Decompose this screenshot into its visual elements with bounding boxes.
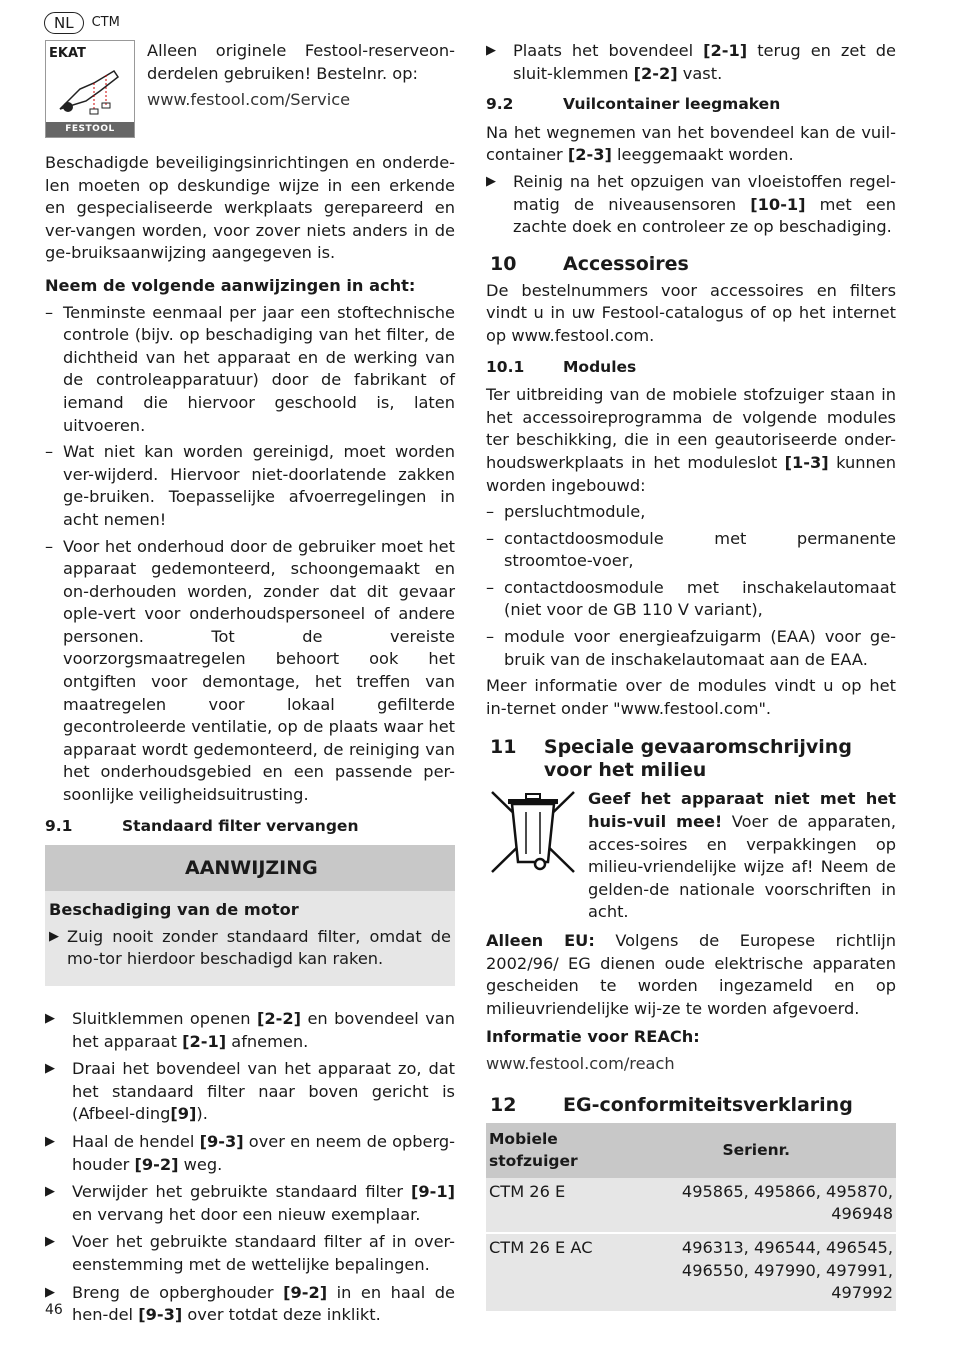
sensor-step bbox=[486, 171, 896, 239]
modules-more-paragraph: Meer informatie over de modules vindt u op het in-ternet onder "www.festool.com". bbox=[486, 676, 896, 718]
accessories-paragraph: De bestelnummers voor accessoires en filters vindt u in uw Festool-catalogus of op het internet op www.festool.com. bbox=[486, 280, 896, 345]
ekat-logo bbox=[45, 40, 135, 138]
notice-list bbox=[45, 302, 455, 807]
language-badge: NL bbox=[44, 12, 84, 34]
filter-steps bbox=[45, 1008, 455, 1327]
crossed-bin-icon bbox=[486, 788, 580, 878]
modules-list bbox=[486, 501, 896, 671]
list-item: – Voor het onderhoud door de gebruiker moet het apparaat gedemonteerd, schoongemaakt en on-derhouden worden, zonder dat dit gevaar ople-vert voor onderhoudspersoneel of andere personen. Tot de vereiste voorzorgsmaatregelen behoort ook het ontgiften voor demontage, het treffen van maatregelen voor lokaal gefilterde gecontroleerde ventilatie, op de plaats waar het apparaat wordt gedemonteerd, de reiniging van het onderhoudsgebied en een passende per-soonlijke veiligheidsuitrusting. bbox=[45, 536, 455, 807]
list-item: – module voor energieafzuigarm (EAA) voor ge-bruik van de inschakelautomaat aan de EAA. bbox=[486, 626, 896, 671]
warning-subtitle: Beschadiging van de motor bbox=[49, 900, 299, 920]
list-item: – contactdoosmodule met inschakelautomaat (niet voor de GB 110 V variant), bbox=[486, 577, 896, 622]
spare-parts-paragraph: Alleen originele Festool-reserveon-derdelen gebruiken! Bestelnr. op: bbox=[147, 41, 455, 83]
section-11-heading bbox=[486, 736, 896, 782]
eu-paragraph: Alleen EU: Volgens de Europese richtlijn 2002/96/ EG dienen oude elektrische apparaten gescheiden te worden ingezameld en op milieuvriendelijke wij-ze te worden afgevoerd. bbox=[486, 931, 896, 1018]
warning-title: AANWIJZING bbox=[45, 845, 455, 891]
list-item: – Wat niet kan worden gereinigd, moet worden ver-wijderd. Hiervoor niet-doorlatende zakken ge-bruiken. Toepasselijke afvoerregelingen in acht nemen! bbox=[45, 441, 455, 531]
section-title: Vuilcontainer leegmaken bbox=[563, 95, 781, 114]
column-header-model: Mobiele stofzuiger bbox=[486, 1123, 616, 1178]
section-12-heading bbox=[486, 1094, 896, 1117]
list-item: ▶ Reinig na het opzuigen van vloeistoffen regel-matig de niveausensoren [10-1] met een zachte doek en controleer ze op beschadiging. bbox=[486, 171, 896, 239]
section-title: Standaard filter vervangen bbox=[122, 816, 359, 835]
table-row bbox=[486, 1178, 896, 1233]
section-title: Modules bbox=[563, 357, 637, 376]
table-cell-model: CTM 26 E AC bbox=[486, 1233, 616, 1312]
serial-table bbox=[486, 1123, 896, 1313]
list-item: – Tenminste eenmaal per jaar een stoftechnische controle (bijv. op beschadiging van het filter, de dichtheid van het apparaat en de werking van de controleapparatuur) door de fabrikant of iemand die hiervoor geschoold is, laten uitvoeren. bbox=[45, 302, 455, 438]
warning-text: ▶ Zuig nooit zonder standaard filter, omdat de mo-tor hierdoor beschadigd kan raken. bbox=[49, 926, 451, 971]
section-number: 12 bbox=[490, 1093, 517, 1116]
list-item: ▶ Sluitklemmen openen [2-2] en bovendeel van het apparaat [2-1] afnemen. bbox=[45, 1008, 455, 1053]
section-9-2-heading bbox=[486, 93, 896, 116]
section-number: 11 bbox=[490, 736, 517, 759]
reach-url[interactable]: www.festool.com/reach bbox=[486, 1053, 675, 1073]
reach-heading: Informatie voor REACh: bbox=[486, 1027, 700, 1047]
ekat-label: EKAT bbox=[49, 46, 86, 61]
section-10-heading bbox=[486, 253, 896, 276]
repair-paragraph: Beschadigde beveiligingsinrichtingen en onderde-len moeten op deskundige wijze in een erkende en gespecialiseerde werkplaats gerepareerd en ver-vangen worden, voor zover niets anders in de ge-bruiksaanwijzing aangegeven is. bbox=[45, 153, 455, 263]
column-header-serial: Serienr. bbox=[616, 1123, 896, 1178]
spare-parts-text bbox=[147, 40, 455, 138]
list-item: ▶ Voer het gebruikte standaard filter af in over-eenstemming met de wettelijke bepalingen. bbox=[45, 1231, 455, 1276]
spare-parts-box bbox=[45, 40, 455, 138]
table-cell-serial: 495865, 495866, 495870, 496948 bbox=[616, 1178, 896, 1233]
right-column bbox=[486, 40, 896, 1313]
table-row bbox=[486, 1233, 896, 1312]
section-title: Accessoires bbox=[563, 252, 689, 275]
model-label: CTM bbox=[91, 15, 120, 30]
page-header bbox=[44, 12, 120, 35]
section-title: Speciale gevaaromschrijving voor het milieu bbox=[543, 736, 852, 782]
festool-brand: FESTOOL bbox=[46, 122, 134, 137]
section-number: 9.1 bbox=[45, 816, 73, 835]
disposal-block bbox=[486, 788, 896, 928]
table-cell-model: CTM 26 E bbox=[486, 1178, 616, 1233]
section-number: 9.2 bbox=[486, 95, 514, 114]
page-number: 46 bbox=[45, 1302, 63, 1318]
container-paragraph: Na het wegnemen van het bovendeel kan de vuil-container [2-3] leeggemaakt worden. bbox=[486, 122, 896, 165]
list-item: ▶ Draai het bovendeel van het apparaat zo, dat het standaard filter naar boven gericht is (Afbeel-ding[9]). bbox=[45, 1058, 455, 1126]
list-item: – persluchtmodule, bbox=[486, 501, 896, 524]
list-item: ▶ Haal de hendel [9-3] over en neem de opberg-houder [9-2] weg. bbox=[45, 1131, 455, 1176]
modules-paragraph: Ter uitbreiding van de mobiele stofzuiger staan in het accessoireprogramma de volgende modules ter beschikking, die in een geautoriseerde onder-houdswerkplaats in het moduleslot [1-3] kunnen worden ingebouwd: bbox=[486, 385, 896, 495]
list-item: ▶ Breng de opberghouder [9-2] in en haal de hen-del [9-3] over totdat deze inklikt. bbox=[45, 1282, 455, 1327]
tool-drawing-icon bbox=[54, 61, 126, 119]
disposal-text: Geef het apparaat niet met het huis-vuil mee! Voer de apparaten, acces-soires en verpakkingen op milieu-vriendelijke wijze af! Neem de gelden-de nationale voorschriften in acht. bbox=[588, 789, 897, 922]
list-item: ▶ Verwijder het gebruikte standaard filter [9-1] en vervang het door een nieuw exemplaar. bbox=[45, 1181, 455, 1226]
section-title: EG-conformiteitsverklaring bbox=[563, 1093, 853, 1116]
service-url[interactable]: www.festool.com/Service bbox=[147, 90, 351, 110]
list-item: – contactdoosmodule met permanente stroomtoe-voer, bbox=[486, 528, 896, 573]
list-item: ▶ Plaats het bovendeel [2-1] terug en zet de sluit-klemmen [2-2] vast. bbox=[486, 40, 896, 85]
section-number: 10 bbox=[490, 252, 517, 275]
section-10-1-heading bbox=[486, 356, 896, 379]
section-9-1-heading bbox=[45, 815, 455, 838]
notice-heading: Neem de volgende aanwijzingen in acht: bbox=[45, 275, 416, 295]
section-number: 10.1 bbox=[486, 357, 525, 376]
left-column bbox=[45, 40, 455, 1332]
warning-box bbox=[45, 845, 455, 986]
table-cell-serial: 496313, 496544, 496545, 496550, 497990, 497991, 497992 bbox=[616, 1233, 896, 1312]
top-step bbox=[486, 40, 896, 85]
